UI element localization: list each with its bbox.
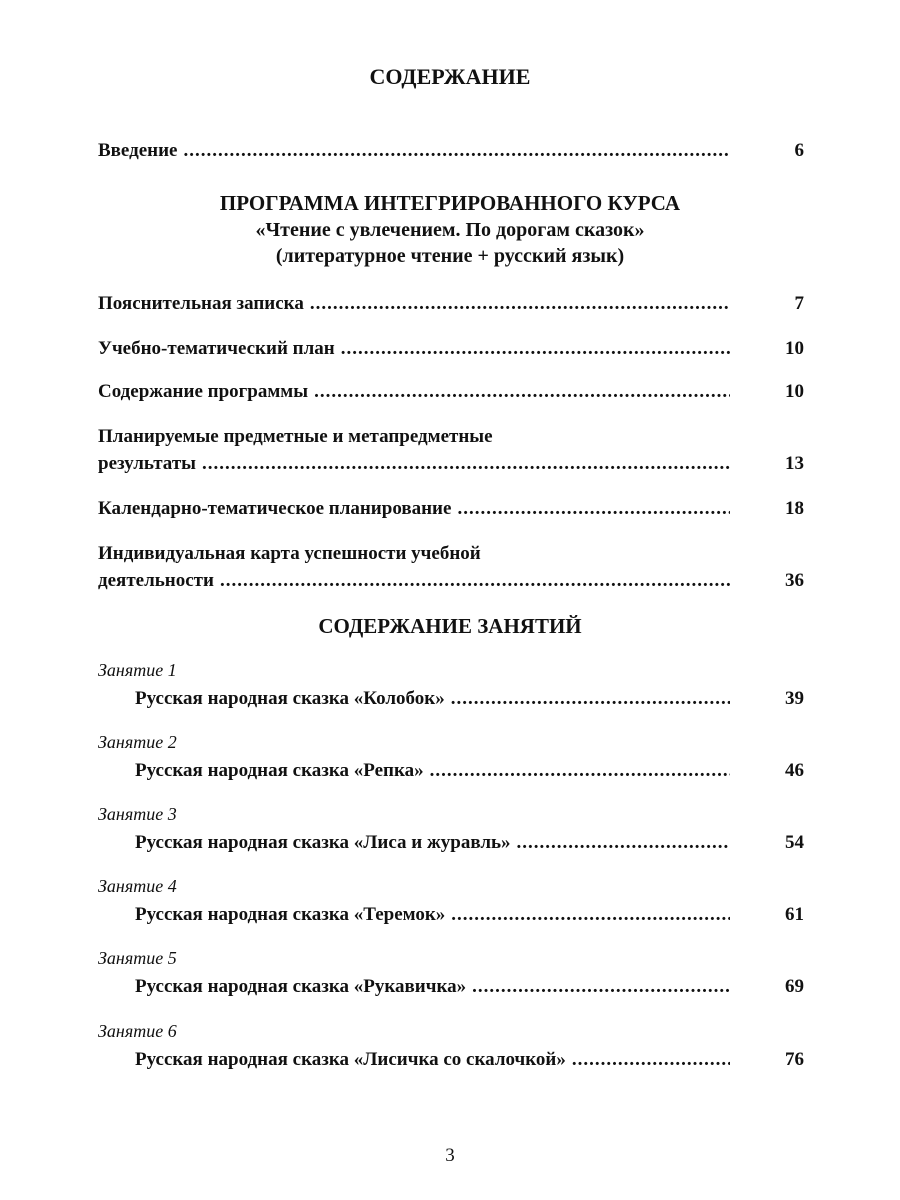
lesson-number: Занятие 4	[98, 876, 177, 896]
program-note: (литературное чтение + русский язык)	[275, 245, 625, 267]
lesson-number: Занятие 1	[98, 660, 177, 680]
lesson-number: Занятие 3	[98, 804, 177, 824]
leader-dots	[341, 338, 730, 360]
page-title: СОДЕРЖАНИЕ	[369, 64, 531, 89]
toc-label: Русская народная сказка «Рукавичка»	[135, 976, 467, 997]
toc-label: Русская народная сказка «Теремок»	[135, 904, 446, 925]
lessons-heading: СОДЕРЖАНИЕ ЗАНЯТИЙ	[318, 614, 582, 638]
toc-page: 54	[785, 832, 804, 853]
toc-page: 36	[785, 570, 804, 591]
toc-entry-intro[interactable]	[98, 140, 804, 164]
toc-entry-lesson[interactable]	[135, 832, 804, 856]
toc-entry[interactable]	[98, 570, 804, 594]
toc-page: 76	[785, 1049, 804, 1070]
toc-label: Введение	[98, 140, 178, 161]
toc-page: 46	[785, 760, 804, 781]
page-number: 3	[445, 1145, 455, 1166]
toc-label: Календарно-тематическое планирование	[98, 498, 452, 519]
toc-entry-lesson[interactable]	[135, 904, 804, 928]
toc-entry[interactable]	[98, 498, 804, 522]
toc-entry[interactable]	[98, 293, 804, 317]
leader-dots	[202, 453, 730, 475]
lesson-number: Занятие 2	[98, 732, 177, 752]
leader-dots	[310, 293, 730, 315]
leader-dots	[184, 140, 731, 162]
toc-label: деятельности	[98, 570, 214, 591]
toc-entry-lesson[interactable]	[135, 688, 804, 712]
leader-dots	[451, 688, 730, 710]
leader-dots	[472, 976, 730, 998]
toc-entry-lesson[interactable]	[135, 760, 804, 784]
toc-entry-lesson[interactable]	[135, 1049, 804, 1073]
leader-dots	[457, 498, 730, 520]
toc-page: 39	[785, 688, 804, 709]
toc-label: Пояснительная записка	[98, 293, 304, 314]
toc-label: Учебно-тематический план	[98, 338, 335, 359]
toc-label-line1: Планируемые предметные и метапредметные	[98, 426, 493, 447]
program-heading: ПРОГРАММА ИНТЕГРИРОВАННОГО КУРСА	[219, 191, 681, 215]
toc-page: 61	[785, 904, 804, 925]
toc-page: 7	[794, 293, 804, 314]
toc-entry[interactable]	[98, 338, 804, 362]
toc-label: Русская народная сказка «Репка»	[135, 760, 424, 781]
leader-dots	[430, 760, 730, 782]
toc-entry[interactable]	[98, 453, 804, 477]
toc-entry[interactable]	[98, 381, 804, 405]
program-subtitle: «Чтение с увлечением. По дорогам сказок»	[255, 219, 645, 241]
toc-label: Русская народная сказка «Лиса и журавль»	[135, 832, 511, 853]
lesson-number: Занятие 5	[98, 948, 177, 968]
leader-dots	[572, 1049, 730, 1071]
toc-page: 10	[785, 338, 804, 359]
toc-page: 13	[785, 453, 804, 474]
toc-label: Русская народная сказка «Лисичка со скалочкой»	[135, 1049, 566, 1070]
leader-dots	[517, 832, 730, 854]
leader-dots	[220, 570, 730, 592]
toc-label: Русская народная сказка «Колобок»	[135, 688, 445, 709]
toc-label-line1: Индивидуальная карта успешности учебной	[98, 543, 481, 564]
toc-page: 18	[785, 498, 804, 519]
toc-entry-lesson[interactable]	[135, 976, 804, 1000]
leader-dots	[314, 381, 730, 403]
lesson-number: Занятие 6	[98, 1021, 177, 1041]
leader-dots	[451, 904, 730, 926]
toc-page: 6	[794, 140, 804, 161]
toc-page: 69	[785, 976, 804, 997]
toc-label: Содержание программы	[98, 381, 309, 402]
toc-page: 10	[785, 381, 804, 402]
toc-label: результаты	[98, 453, 196, 474]
